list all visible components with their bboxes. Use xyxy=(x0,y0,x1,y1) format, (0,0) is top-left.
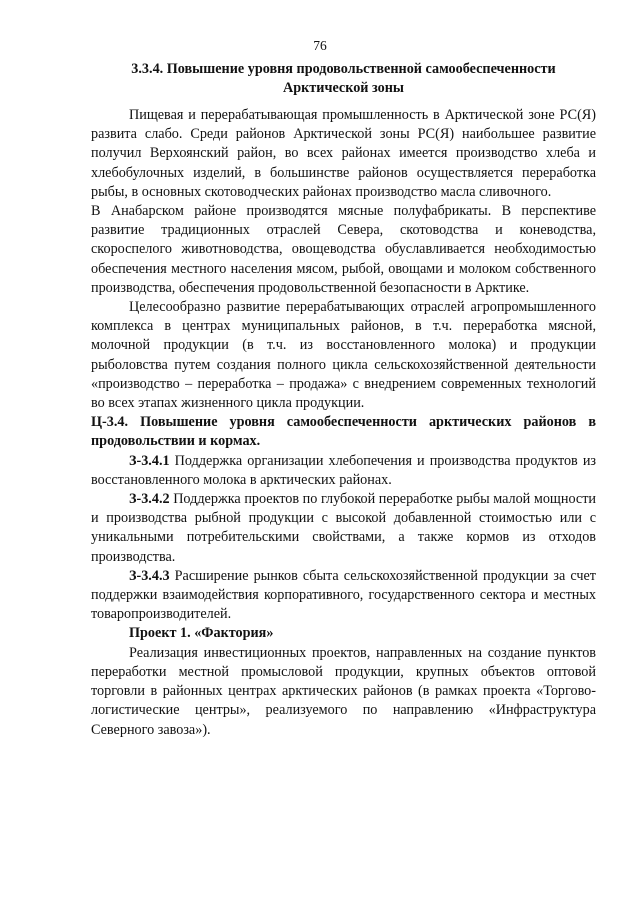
project-text: Реализация инвестиционных проектов, направленных на создание пунктов переработки местной промысловой продукции, крупных объектов оптовой торговли в районных центрах арктических районов (в рамках проекта «Торгово-логистические центры», реализуемого по направлению «Инфраструктура Северного завоза»). xyxy=(91,644,596,738)
page-number: 76 xyxy=(313,38,327,53)
task-code: З-3.4.2 xyxy=(129,491,170,508)
page-content xyxy=(91,60,596,740)
project-title: Проект 1. «Фактория» xyxy=(129,625,274,642)
goal-text: Повышение уровня самообеспеченности арктических районов в продовольствии и кормах. xyxy=(91,414,596,450)
task-item xyxy=(91,567,596,625)
task-text: Расширение рынков сбыта сельскохозяйственной продукции за счет поддержки взаимодействия корпоративного, государственного сектора и местных товаропроизводителей. xyxy=(91,567,597,623)
paragraph-2: В Анабарском районе производятся мясные полуфабрикаты. В перспективе развитие традиционных отраслей Севера, скотоводства и коневодства, скороспелого животноводства, овощеводства обуславливается необходимостью обеспечения местного населения мясом, рыбой, овощами и молоком собственного производства, обеспечения продовольственной безопасности в Арктике. xyxy=(91,203,596,296)
task-code: З-3.4.3 xyxy=(129,567,170,584)
paragraph-1: Пищевая и перерабатывающая промышленность в Арктической зоне РС(Я) развита слабо. Среди районов Арктической зоны РС(Я) наибольшее развитие получил Верхоянский район, во всех районах имеется производство хлеба и хлебобулочных изделий, в большинстве районов осуществляется переработка рыбы, в основных скотоводческих районах производство масла сливочного. xyxy=(91,107,596,200)
goal-paragraph xyxy=(91,413,596,451)
goal-code: Ц-3.4. xyxy=(91,414,129,431)
section-title-line1: 3.3.4. Повышение уровня продовольственной самообеспеченности xyxy=(131,61,556,77)
task-text: Поддержка проектов по глубокой переработке рыбы малой мощности и производства рыбной продукции с высокой добавленной стоимостью или с уникальными потребительскими свойствами, а также кормов из отходов производства. xyxy=(91,491,596,565)
section-title-line2: Арктической зоны xyxy=(283,80,404,96)
task-item xyxy=(91,490,596,567)
section-title xyxy=(91,60,596,98)
paragraph-3: Целесообразно развитие перерабатывающих отраслей агропромышленного комплекса в центрах муниципальных районов, в т.ч. переработка мясной, молочной продукции (в т.ч. из восстановленного молока) и продукции рыболовства путем создания полного цикла сельскохозяйственной деятельности «производство – переработка – продажа» с внедрением современных технологий во всех этапах жизненного цикла продукции. xyxy=(91,299,596,412)
task-text: Поддержка организации хлебопечения и производства продуктов из восстановленного молока в арктических районах. xyxy=(91,452,597,488)
task-code: З-3.4.1 xyxy=(129,452,170,469)
task-item xyxy=(91,452,596,490)
